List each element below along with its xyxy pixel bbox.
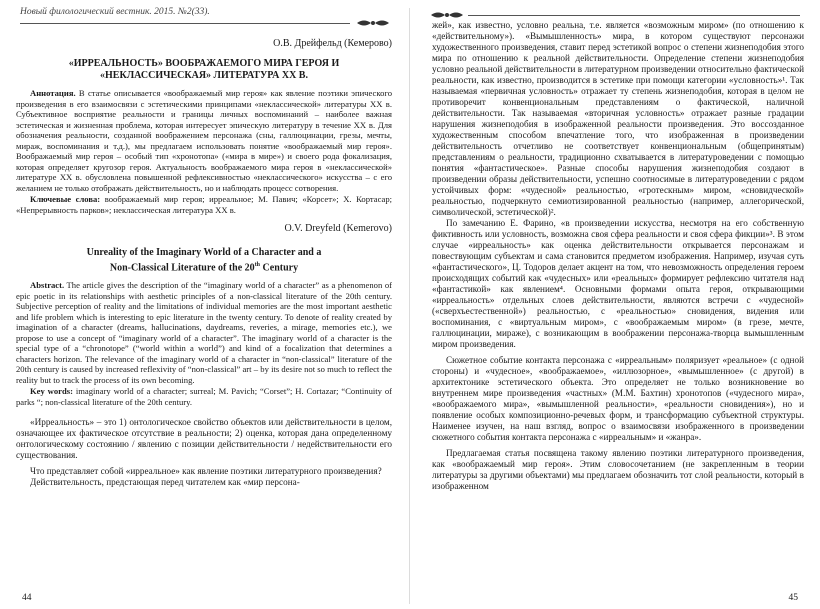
abstract-en-label: Abstract. [30,280,65,291]
body-paragraph: По замечанию Е. Фарино, «в произведении искусства, несмотря на его собственную фиктивность или условность, возможна своя сфера реальности и своя сфера фикции»³. В этом случае «ирреальность» как оценка действительности открывается персонажам и повествующим субъектам и сама становится предметом изображения. Например, изучая суть «фантастического», Ц. Тодоров делает акцент на том, что невозможность определения героем происходящих событий как «чудесных» или «реальных» формирует рефлексию читателя над «фантастикой» как явлением⁴. Основными формами опыта героя, открывающими «ирреальность» отдельных слоев действительности, являются встречи с «чудесной» («сверхъестественной») реальностью, с «реальностью» сновидения, видения или воспоминания, с «виртуальным миром», с «воображаемым миром» (в грезе, мечте, галлюцинации, мираже), с возникающим в воображении персонажа-творца вымышленным миром произведения. [432,218,804,349]
keywords-ru-text: воображаемый мир героя; ирреальное; М. Павич; «Корсет»; Х. Кортасар; «Непрерывность парков»; неклассическая литература XX в. [16,194,392,215]
running-head: Новый филологический вестник. 2015. №2(33). [20,7,210,17]
page-number-left: 44 [22,593,32,603]
right-column [432,20,804,492]
abstract-ru [16,88,392,193]
header-rule [20,23,350,24]
author-ru: О.В. Дрейфельд (Кемерово) [273,38,392,49]
abstract-ru-label: Аннотация. [30,88,76,98]
article-title-ru: «ИРРЕАЛЬНОСТЬ» ВООБРАЖАЕМОГО МИРА ГЕРОЯ И «НЕКЛАССИЧЕСКАЯ» ЛИТЕРАТУРА XX В. [68,58,340,81]
abstract-ru-text: В статье описывается «воображаемый мир героя» как явление поэтики эпического произведения в его взаимосвязи с эстетическими принципами «неклассической» литературы XX в. Субъективное восприятие реальности и границы личных воспоминаний – наиболее важная эстетическая и жизненная проблема, которая интересует эпическую литературу в течение XX в. Для обозначения реальности, созданной воображением персонажа (сны, галлюцинации, грезы, мечты, мираж, воспоминания и т.д.), мы предлагаем использовать понятие «воображаемый мир героя». Воображаемый мир героя – особый тип «хронотопа» («мира в мире») и своего рода фокализация, которая определяет кругозор героя. Актуальность воображаемого мира героя в «неклассической» литературе XX в. обусловлена повышенной рефлексивностью «неклассического» искусства – с его желанием не только отображать действительность, но и наблюдать процесс сотворения. [16,88,392,193]
title-en-line2b: Century [260,262,299,274]
title-en-line1: Unreality of the Imaginary World of a Character and a [86,247,322,258]
body-paragraph: жей», как известно, условно реальна, т.е. является «возможным миром» (по отношению к «действительному»). «Вымышленность» мира, в котором существуют персонажи художественного произведения, ставит перед эстетикой вопрос о степени жизнеподобия этого мира по отношению к реальной действительности. Определение степени жизнеподобия условно реальной действительности в литературном произведении относительно фактической реальности, как известно, производится в эстетике при помощи категории «условность»¹. Так называемая «первичная условность» отражает ту степень жизнеподобия, которая в целом не противоречит конвенциональным представлениям о фактической, наличной действительности. Так называемая «вторичная условность» отражает разные градации нарушения жизнеподобия в изображенной реальности произведения. Это воссозданное художественным способом впечатление того, что изображенная в произведении действительность отчетливо не соответствует конвенциональным (общепринятым) представлениям о реальности, традиционно схватывается в литературоведении с помощью понятия «фантастическое». Разные способы нарушения жизнеподобия создают в произведении образы действительности, успешно соотносимые в литературоведении с рядом устойчивых форм: «чудесной» реальностью, «гротескным» миром, «сновидческой» реальностью, подчеркнуто семиотизированной реальностью (например, аллегорической, символической, эстетической)². [432,20,804,217]
title-en-sup: th [254,262,261,268]
body-paragraph: Действительность, предстающая перед читателем как «мир персона- [30,477,300,488]
ornament-icon [430,10,464,20]
abstract-en [16,280,392,385]
ornament-icon [356,18,390,28]
keywords-en-text: imaginary world of a character; surreal; M. Pavich; “Corset”; H. Cortazar; “Continuity of parks “; non-classical literature of the 20th century. [16,386,393,407]
left-column [16,32,392,488]
keywords-ru-label: Ключевые слова: [30,194,101,204]
keywords-ru [16,194,392,215]
body-paragraph: Что представляет собой «ирреальное» как явление поэтики литературного произведения? [30,466,382,477]
body-paragraph: Сюжетное событие контакта персонажа с «ирреальным» поляризует «реальное» (с одной стороны) и «чудесное», «воображаемое», «иллюзорное», «вымышленное» (с другой) в архитектонике эстетического объекта. Это определяет не только возникновение во внутреннем мире произведения «частных» (М.М. Бахтин) хронотопов («чудесного мира», «воображаемого мира», «вымышленной реальности», «реальности сновидения»), но и появление особых композиционно-речевых форм, и трансформацию субъектной структуры. Наименее изучен, на наш взгляд, вопрос о взаимосвязи изображенного в произведении сюжетного события контакта персонажа с «ирреальным» и «жанра». [432,355,804,442]
article-title-en [56,247,352,274]
header-rule [468,15,800,16]
right-page [410,0,820,609]
keywords-en [16,386,392,407]
body-paragraph: «Ирреальность» – это 1) онтологическое свойство объектов или действительности в целом, означающее их фактическое отсутствие в реальности; 2) оценка, которая дана определенному онтологическому состоянию / явлению с позиции действительности / недействительности его существования. [16,417,392,461]
keywords-en-label: Key words: [30,386,73,397]
abstract-en-text: The article gives the description of the “imaginary world of a character” as a phenomenon of epic poetic in its relationships with aesthetic principles of a non-classical literature of the 20th century. Subjective perception of reality and the limitations of individual memories are the most important aesthetic and life problem which is interesting to epic literature in the twenty century. To denote of reality created by imagination of a character (dreams, hallucinations, daydreams, reveries, a mirage, memories etc.), we propose to use a concept of “imaginary world of a character”. The imaginary world of a character is the special type of a “chronotope” (“world within a world”) and kind of a focalization that determines a characters horizon. The relevance of the imaginary world of a character in “non-classical” literature of the 20th century is caused by increased reflexivity of “non-classical” art – by its desire not so much to reflect the reality but to track the process of its own becoming. [16,280,392,385]
title-en-line2a: Non-Classical Literature of the 20 [109,262,255,274]
body-paragraph: Предлагаемая статья посвящена такому явлению поэтики литературного произведения, как «воображаемый мир героя». Этим словосочетанием (не закрепленным в теории литературы за другими объектами) мы предлагаем обозначить тот слой реальности, который в изображенном [432,448,804,491]
page-number-right: 45 [788,593,798,603]
author-en: O.V. Dreyfeld (Kemerovo) [284,223,392,234]
